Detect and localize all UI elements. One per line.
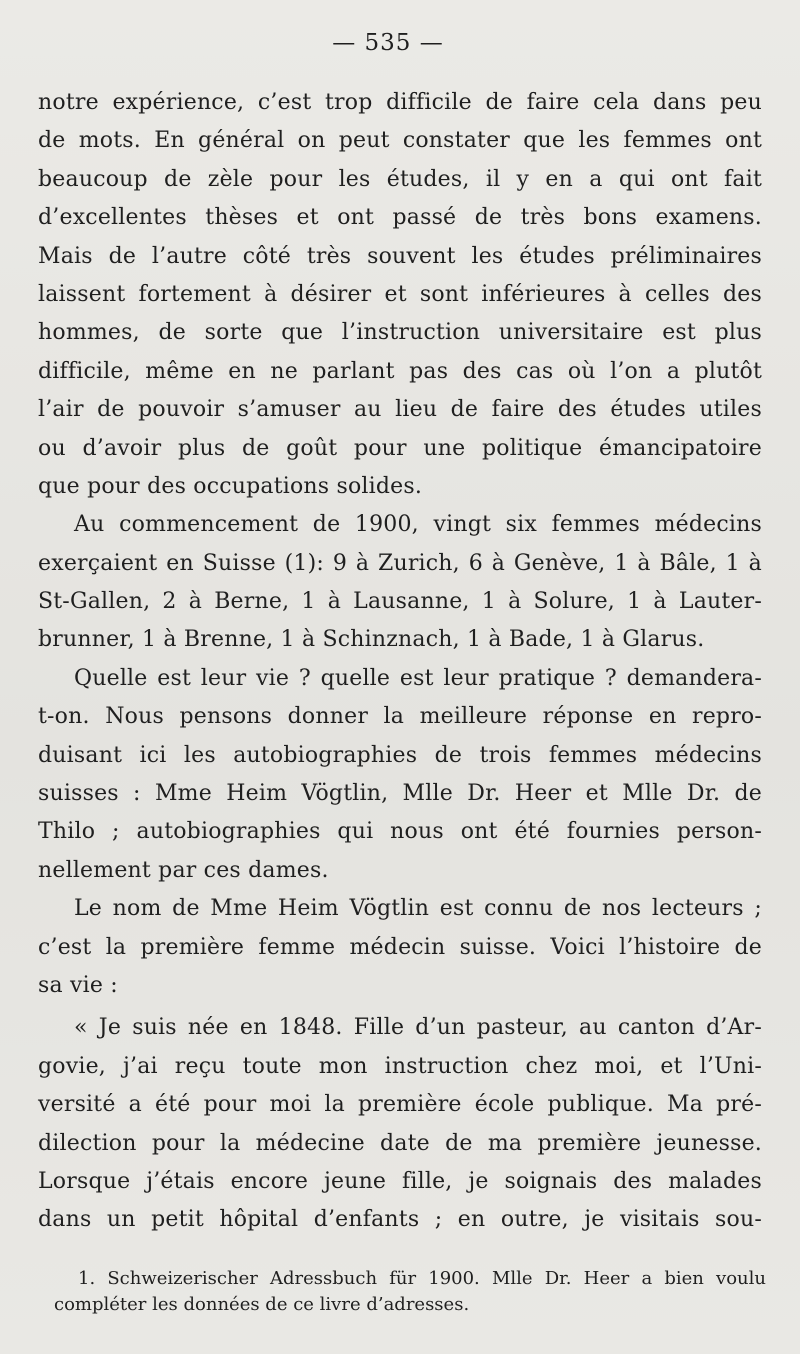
text-line: difficile, même en ne parlant pas des cas où l’on a plutôt xyxy=(38,358,762,384)
text-line: laissent fortement à désirer et sont inférieures à celles des xyxy=(38,281,762,307)
text-line: beaucoup de zèle pour les études, il y en a qui ont fait xyxy=(38,166,762,192)
page-number: — 535 — xyxy=(332,30,444,56)
paragraph-1 xyxy=(38,84,762,506)
text-line: dans un petit hôpital d’enfants ; en outre, je visitais sou- xyxy=(38,1207,762,1233)
text-line: ou d’avoir plus de goût pour une politique émancipatoire xyxy=(38,435,762,461)
text-line: Au commencement de 1900, vingt six femmes médecins xyxy=(74,512,762,538)
text-line: nellement par ces dames. xyxy=(38,857,329,883)
footnote-line: compléter les données de ce livre d’adresses. xyxy=(54,1294,470,1315)
text-line: St-Gallen, 2 à Berne, 1 à Lausanne, 1 à Solure, 1 à Lauter- xyxy=(38,589,762,615)
text-line: suisses : Mme Heim Vögtlin, Mlle Dr. Heer et Mlle Dr. de xyxy=(38,781,762,807)
paragraph-2 xyxy=(38,506,762,660)
text-line: notre expérience, c’est trop difficile de faire cela dans peu xyxy=(38,90,762,115)
text-line: c’est la première femme médecin suisse. Voici l’histoire de xyxy=(38,934,762,960)
text-line: l’air de pouvoir s’amuser au lieu de faire des études utiles xyxy=(38,397,762,423)
paragraph-4 xyxy=(38,890,762,1005)
body-text xyxy=(38,84,762,1240)
paragraph-5 xyxy=(38,1009,762,1239)
footnotes xyxy=(54,1266,766,1318)
paragraph-3 xyxy=(38,660,762,890)
text-line: exerçaient en Suisse (1): 9 à Zurich, 6 à Genève, 1 à Bâle, 1 à xyxy=(38,550,762,576)
text-line: d’excellentes thèses et ont passé de très bons examens. xyxy=(38,205,762,231)
text-line: de mots. En général on peut constater que les femmes ont xyxy=(38,128,762,154)
text-line: Quelle est leur vie ? quelle est leur pratique ? demandera- xyxy=(74,665,762,691)
text-line: sa vie : xyxy=(38,972,118,998)
text-line: Le nom de Mme Heim Vögtlin est connu de nos lecteurs ; xyxy=(74,896,762,922)
text-line: hommes, de sorte que l’instruction universitaire est plus xyxy=(38,320,762,346)
text-line: duisant ici les autobiographies de trois femmes médecins xyxy=(38,742,762,768)
text-line: que pour des occupations solides. xyxy=(38,473,423,499)
text-line: dilection pour la médecine date de ma première jeunesse. xyxy=(38,1130,762,1156)
text-line: Thilo ; autobiographies qui nous ont été fournies person- xyxy=(38,819,762,845)
text-line: Mais de l’autre côté très souvent les études préliminaires xyxy=(38,243,762,269)
text-line: « Je suis née en 1848. Fille d’un pasteur, au canton d’Ar- xyxy=(74,1015,762,1041)
text-line: versité a été pour moi la première école publique. Ma pré- xyxy=(38,1092,762,1118)
text-line: Lorsque j’étais encore jeune fille, je soignais des malades xyxy=(38,1168,762,1194)
footnote-line: 1. Schweizerischer Adressbuch für 1900. Mlle Dr. Heer a bien voulu xyxy=(78,1268,766,1289)
text-line: t-on. Nous pensons donner la meilleure réponse en repro- xyxy=(38,704,762,730)
text-line: brunner, 1 à Brenne, 1 à Schinznach, 1 à Bade, 1 à Glarus. xyxy=(38,627,705,653)
text-line: govie, j’ai reçu toute mon instruction chez moi, et l’Uni- xyxy=(38,1053,762,1079)
